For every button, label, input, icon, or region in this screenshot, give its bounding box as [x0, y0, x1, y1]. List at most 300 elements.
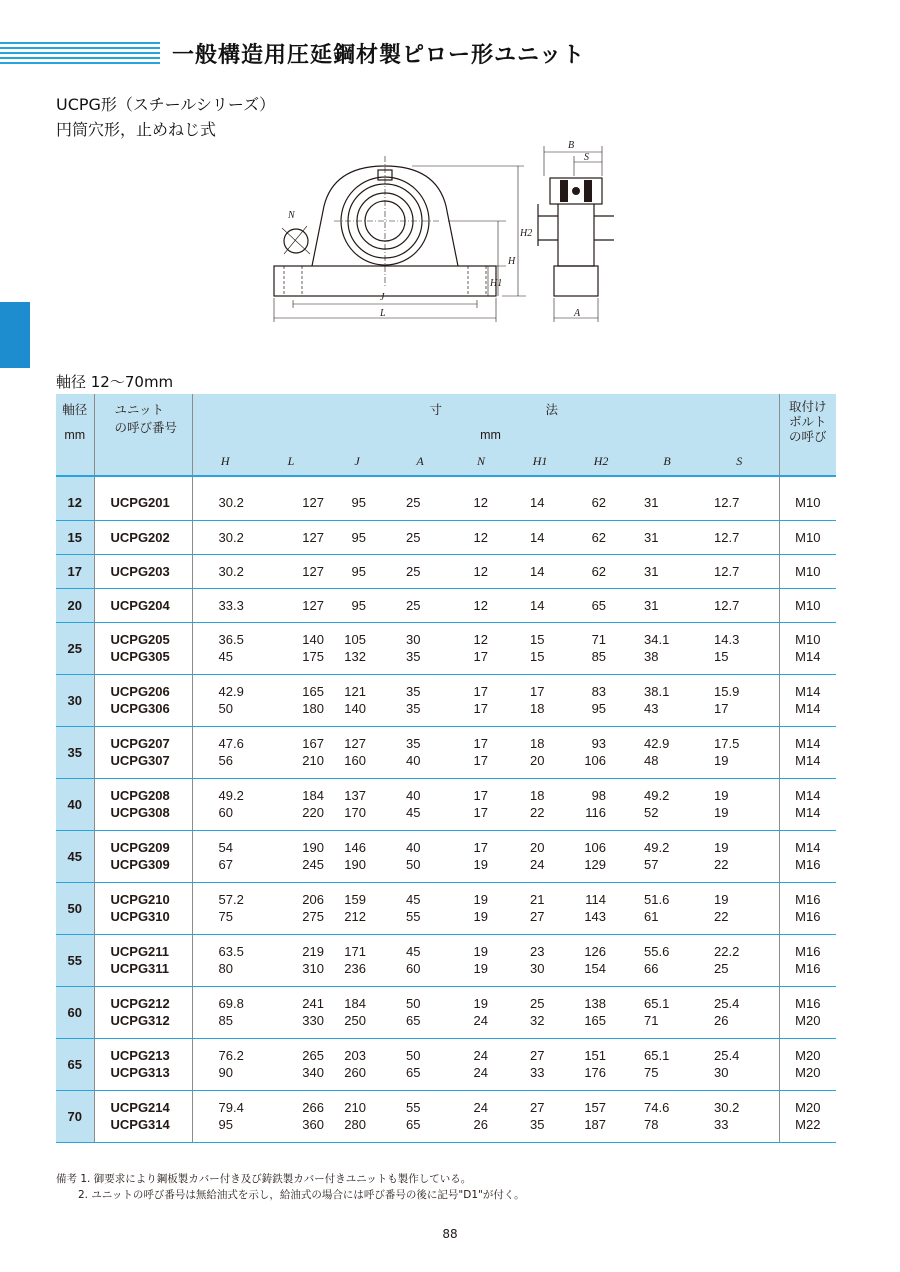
dimension-cell-a	[390, 726, 450, 778]
dimension-cell-h1	[512, 1090, 568, 1142]
dimension-cell-l	[258, 1090, 324, 1142]
dimension-cell-h	[192, 554, 258, 588]
dimension-cell-a	[390, 588, 450, 622]
table-row	[56, 1090, 836, 1142]
cell-line: 45	[406, 892, 421, 907]
cell-line: 19	[473, 996, 489, 1011]
dimension-cell-h2	[568, 1090, 634, 1142]
table-group	[56, 622, 836, 674]
dimension-cell-b	[634, 554, 700, 588]
cell-line: UCPG204	[110, 597, 170, 613]
cell-line: 45	[406, 944, 421, 959]
shaft-diameter-cell: 12	[56, 486, 94, 520]
cell-line: 184	[302, 788, 324, 803]
cell-line: 25	[714, 961, 729, 976]
dimension-cell-a	[390, 830, 450, 882]
cell-line: M14	[795, 840, 821, 855]
dimension-cell-b	[634, 986, 700, 1038]
cell-line: 18	[530, 788, 545, 803]
cell-line: 310	[302, 961, 324, 976]
cell-line: 25	[406, 563, 421, 579]
unit-number-cell	[94, 726, 192, 778]
dimension-cell-n	[450, 1090, 512, 1142]
header-sym-a: A	[390, 448, 450, 476]
cell-line: 212	[344, 909, 366, 924]
dimension-cell-b	[634, 934, 700, 986]
cell-line: 165	[302, 684, 324, 699]
dimension-cell-s	[700, 934, 779, 986]
cell-line: 105	[344, 632, 366, 647]
cell-line: 31	[644, 529, 659, 545]
dimension-cell-l	[258, 778, 324, 830]
unit-number-cell	[94, 520, 192, 554]
cell-line: 65.1	[644, 1048, 670, 1063]
cell-line: 12.7	[714, 563, 740, 579]
dimension-cell-b	[634, 778, 700, 830]
dimension-cell-h1	[512, 486, 568, 520]
cell-line: 280	[344, 1117, 366, 1132]
cell-line: M16	[795, 961, 821, 976]
cell-line: 210	[344, 1100, 366, 1115]
dimension-cell-n	[450, 830, 512, 882]
cell-line: 30.2	[218, 495, 244, 511]
cell-line: 27	[530, 909, 545, 924]
cell-line: 241	[302, 996, 324, 1011]
bolt-size-cell	[779, 674, 836, 726]
cell-line: M10	[795, 495, 821, 511]
cell-line: 245	[302, 857, 324, 872]
cell-line: 12.7	[714, 529, 740, 545]
dimension-cell-n	[450, 588, 512, 622]
cell-line: UCPG308	[110, 805, 170, 820]
cell-line: 127	[302, 597, 324, 613]
cell-line: 129	[584, 857, 607, 872]
cell-line: 38.1	[644, 684, 670, 699]
unit-number-cell	[94, 674, 192, 726]
bolt-size-cell	[779, 622, 836, 674]
dimension-cell-l	[258, 934, 324, 986]
cell-line: 71	[644, 1013, 659, 1028]
cell-line: 330	[302, 1013, 324, 1028]
bolt-size-cell	[779, 486, 836, 520]
dimension-cell-n	[450, 882, 512, 934]
cell-line: 51.6	[644, 892, 670, 907]
cell-line: 17	[473, 649, 489, 664]
dimension-cell-b	[634, 1090, 700, 1142]
note-2: 2. ユニットの呼び番号は無給油式を示し，給油式の場合には呼び番号の後に記号"D1"が付く。	[78, 1189, 525, 1201]
cell-line: 42.9	[218, 684, 244, 699]
dimension-cell-h	[192, 486, 258, 520]
cell-line: M20	[795, 1048, 821, 1063]
unit-number-cell	[94, 882, 192, 934]
cell-line: 12.7	[714, 597, 740, 613]
cell-line: 24	[473, 1048, 489, 1063]
cell-line: UCPG202	[110, 529, 170, 545]
dimension-cell-h2	[568, 1038, 634, 1090]
dimension-cell-h1	[512, 520, 568, 554]
cell-line: 167	[302, 736, 324, 751]
table-group	[56, 882, 836, 934]
dimension-cell-n	[450, 520, 512, 554]
cell-line: UCPG209	[110, 840, 170, 855]
bolt-size-cell	[779, 986, 836, 1038]
cell-line: M16	[795, 909, 821, 924]
cell-line: 33	[714, 1117, 729, 1132]
cell-line: 17	[530, 684, 545, 699]
cell-line: 33.3	[218, 597, 244, 613]
cell-line: 95	[591, 701, 607, 716]
cell-line: 12.7	[714, 495, 740, 511]
cell-line: 45	[218, 649, 233, 664]
table-group	[56, 778, 836, 830]
table-group	[56, 726, 836, 778]
unit-number-cell	[94, 778, 192, 830]
cell-line: 79.4	[218, 1100, 244, 1115]
dimension-cell-s	[700, 1090, 779, 1142]
dimension-cell-j	[324, 622, 390, 674]
cell-line: 151	[584, 1048, 607, 1063]
dimension-cell-a	[390, 778, 450, 830]
cell-line: UCPG203	[110, 563, 170, 579]
cell-line: 65.1	[644, 996, 670, 1011]
cell-line: 35	[406, 649, 421, 664]
cell-line: 19	[473, 909, 489, 924]
dimension-cell-l	[258, 554, 324, 588]
cell-line: 50	[406, 1048, 421, 1063]
dimension-cell-j	[324, 554, 390, 588]
shaft-diameter-cell: 55	[56, 934, 94, 986]
dimension-cell-j	[324, 726, 390, 778]
cell-line: 22.2	[714, 944, 740, 959]
cell-line: 30	[530, 961, 545, 976]
cell-line: 75	[218, 909, 233, 924]
dim-label-n: N	[288, 210, 295, 221]
cell-line: 12	[473, 529, 489, 545]
cell-line: 275	[302, 909, 324, 924]
cell-line: M10	[795, 597, 821, 613]
header-sym-b: B	[634, 448, 700, 476]
cell-line: 17	[473, 701, 489, 716]
cell-line: M16	[795, 944, 821, 959]
unit-number-cell	[94, 1090, 192, 1142]
dimension-cell-s	[700, 1038, 779, 1090]
shaft-diameter-cell: 20	[56, 588, 94, 622]
cell-line: 180	[302, 701, 324, 716]
cell-line: 127	[344, 736, 366, 751]
dimension-cell-l	[258, 830, 324, 882]
cell-line: 65	[591, 597, 607, 613]
dimension-cell-h	[192, 1038, 258, 1090]
dimension-cell-s	[700, 778, 779, 830]
cell-line: 159	[344, 892, 366, 907]
cell-line: 19	[714, 805, 729, 820]
cell-line: 266	[302, 1100, 324, 1115]
dimension-cell-h2	[568, 882, 634, 934]
cell-line: 31	[644, 495, 659, 511]
table-group	[56, 486, 836, 520]
cell-line: M10	[795, 529, 821, 545]
cell-line: 62	[591, 495, 607, 511]
shaft-diameter-cell: 50	[56, 882, 94, 934]
cell-line: 36.5	[218, 632, 244, 647]
table-group	[56, 520, 836, 554]
cell-line: 24	[473, 1100, 489, 1115]
cell-line: 25	[406, 597, 421, 613]
cell-line: 106	[584, 753, 607, 768]
cell-line: M20	[795, 1100, 821, 1115]
dimension-cell-s	[700, 588, 779, 622]
dimension-cell-a	[390, 486, 450, 520]
cell-line: M20	[795, 1013, 821, 1028]
table-row	[56, 778, 836, 830]
dimension-cell-a	[390, 1090, 450, 1142]
unit-number-cell	[94, 588, 192, 622]
cell-line: 31	[644, 563, 659, 579]
bolt-size-cell	[779, 778, 836, 830]
dimension-cell-h2	[568, 934, 634, 986]
cell-line: M16	[795, 996, 821, 1011]
dimension-cell-h2	[568, 778, 634, 830]
cell-line: 17	[473, 684, 489, 699]
cell-line: 47.6	[218, 736, 244, 751]
cell-line: 35	[406, 701, 421, 716]
bolt-size-cell	[779, 1038, 836, 1090]
dimension-cell-j	[324, 1038, 390, 1090]
series-subtitle: UCPG形（スチールシリーズ）	[56, 95, 276, 114]
cell-line: M14	[795, 649, 821, 664]
cell-line: 69.8	[218, 996, 244, 1011]
cell-line: UCPG305	[110, 649, 170, 664]
cell-line: 14	[530, 529, 545, 545]
cell-line: M14	[795, 736, 821, 751]
dimension-cell-a	[390, 986, 450, 1038]
dimension-cell-j	[324, 486, 390, 520]
bolt-size-cell	[779, 520, 836, 554]
cell-line: 22	[530, 805, 545, 820]
cell-line: 25	[530, 996, 545, 1011]
table-group	[56, 986, 836, 1038]
dimension-cell-b	[634, 830, 700, 882]
dim-label-h1: H1	[490, 278, 503, 289]
cell-line: 32	[530, 1013, 545, 1028]
cell-line: 127	[302, 529, 324, 545]
unit-number-cell	[94, 986, 192, 1038]
cell-line: 20	[530, 753, 545, 768]
cell-line: 40	[406, 753, 421, 768]
dimension-cell-h2	[568, 588, 634, 622]
cell-line: 114	[585, 892, 607, 907]
cell-line: 190	[302, 840, 324, 855]
dimension-cell-l	[258, 486, 324, 520]
dimension-cell-a	[390, 934, 450, 986]
dimension-cell-n	[450, 674, 512, 726]
cell-line: 12	[473, 597, 489, 613]
cell-line: 40	[406, 788, 421, 803]
cell-line: 62	[591, 529, 607, 545]
table-row	[56, 986, 836, 1038]
cell-line: 132	[344, 649, 366, 664]
cell-line: 40	[406, 840, 421, 855]
cell-line: UCPG314	[110, 1117, 170, 1132]
cell-line: 157	[584, 1100, 607, 1115]
note-1: 備考 1. 御要求により鋼板製カバー付き及び鋳鉄製カバー付きユニットも製作している。	[56, 1173, 472, 1185]
dimension-cell-j	[324, 986, 390, 1038]
cell-line: 265	[302, 1048, 324, 1063]
cell-line: 165	[584, 1013, 607, 1028]
dimension-cell-h2	[568, 830, 634, 882]
dimension-cell-h1	[512, 554, 568, 588]
cell-line: 14	[530, 597, 545, 613]
cell-line: 48	[644, 753, 659, 768]
cell-line: 80	[218, 961, 233, 976]
dimension-cell-h	[192, 830, 258, 882]
cell-line: 56	[218, 753, 233, 768]
header-bolt: 取付け ボルト の呼び	[779, 394, 836, 448]
cell-line: UCPG309	[110, 857, 170, 872]
cell-line: 17	[473, 753, 489, 768]
cell-line: 15	[530, 632, 545, 647]
dimension-cell-h1	[512, 882, 568, 934]
cell-line: 95	[351, 495, 366, 511]
cell-line: 95	[218, 1117, 233, 1132]
cell-line: 20	[530, 840, 545, 855]
dimension-cell-b	[634, 520, 700, 554]
cell-line: 187	[584, 1117, 607, 1132]
cell-line: 74.6	[644, 1100, 670, 1115]
table-row	[56, 882, 836, 934]
cell-line: 17	[473, 788, 489, 803]
header-sym-h: H	[192, 448, 258, 476]
table-row	[56, 520, 836, 554]
cell-line: 19	[714, 840, 729, 855]
unit-dimension-drawing	[262, 136, 622, 326]
dimension-cell-l	[258, 726, 324, 778]
cell-line: 24	[473, 1013, 489, 1028]
dimension-cell-s	[700, 554, 779, 588]
cell-line: 35	[406, 684, 421, 699]
cell-line: 219	[302, 944, 324, 959]
dimension-cell-j	[324, 588, 390, 622]
table-row	[56, 588, 836, 622]
cell-line: UCPG312	[110, 1013, 170, 1028]
table-row	[56, 726, 836, 778]
cell-line: UCPG211	[110, 944, 170, 959]
cell-line: 31	[644, 597, 659, 613]
cell-line: 260	[344, 1065, 366, 1080]
unit-number-cell	[94, 1038, 192, 1090]
dimension-cell-h2	[568, 520, 634, 554]
dimension-cell-b	[634, 622, 700, 674]
bolt-size-cell	[779, 588, 836, 622]
dimension-table	[56, 394, 836, 1143]
dim-label-s: S	[584, 152, 589, 163]
cell-line: 38	[644, 649, 659, 664]
cell-line: 25.4	[714, 996, 740, 1011]
dimension-cell-h	[192, 520, 258, 554]
cell-line: 175	[302, 649, 324, 664]
dimension-cell-b	[634, 588, 700, 622]
table-group	[56, 934, 836, 986]
cell-line: M14	[795, 753, 821, 768]
shaft-diameter-cell: 25	[56, 622, 94, 674]
cell-line: 170	[344, 805, 366, 820]
cell-line: 21	[530, 892, 545, 907]
shaft-diameter-cell: 40	[56, 778, 94, 830]
bolt-size-cell	[779, 934, 836, 986]
page-title: 一般構造用圧延鋼材製ピロー形ユニット	[172, 43, 586, 68]
dimension-cell-n	[450, 778, 512, 830]
dimension-cell-a	[390, 882, 450, 934]
notes	[56, 1171, 525, 1203]
shaft-diameter-cell: 17	[56, 554, 94, 588]
cell-line: 62	[591, 563, 607, 579]
cell-line: 45	[406, 805, 421, 820]
cell-line: UCPG213	[110, 1048, 170, 1063]
dimension-cell-b	[634, 726, 700, 778]
cell-line: 61	[644, 909, 659, 924]
dimension-cell-a	[390, 1038, 450, 1090]
cell-line: 19	[473, 944, 489, 959]
cell-line: 57	[644, 857, 659, 872]
cell-line: 190	[344, 857, 366, 872]
dimension-cell-s	[700, 622, 779, 674]
cell-line: 42.9	[644, 736, 670, 751]
cell-line: 14	[530, 563, 545, 579]
dimension-cell-l	[258, 882, 324, 934]
cell-line: 17	[714, 701, 729, 716]
cell-line: 49.2	[218, 788, 244, 803]
header-dim-1: 寸	[192, 394, 450, 422]
cell-line: UCPG205	[110, 632, 170, 647]
cell-line: UCPG201	[110, 495, 170, 511]
dimension-cell-j	[324, 778, 390, 830]
cell-line: 54	[218, 840, 233, 855]
cell-line: 19	[714, 753, 729, 768]
dimension-cell-s	[700, 674, 779, 726]
cell-line: 14.3	[714, 632, 740, 647]
dimension-cell-b	[634, 486, 700, 520]
cell-line: 22	[714, 909, 729, 924]
dimension-cell-n	[450, 554, 512, 588]
dimension-cell-n	[450, 934, 512, 986]
cell-line: UCPG206	[110, 684, 170, 699]
dim-label-h2: H2	[520, 228, 533, 239]
dimension-cell-h1	[512, 934, 568, 986]
dimension-cell-h2	[568, 674, 634, 726]
cell-line: 60	[218, 805, 233, 820]
dimension-cell-h1	[512, 778, 568, 830]
cell-line: 106	[584, 840, 607, 855]
cell-line: 30	[406, 632, 421, 647]
dimension-cell-s	[700, 830, 779, 882]
page-number: 88	[442, 1227, 458, 1241]
dimension-cell-h1	[512, 674, 568, 726]
cell-line: UCPG210	[110, 892, 170, 907]
cell-line: 206	[302, 892, 324, 907]
dimension-cell-b	[634, 674, 700, 726]
cell-line: UCPG214	[110, 1100, 170, 1115]
dimension-cell-h1	[512, 622, 568, 674]
cell-line: 50	[406, 857, 421, 872]
cell-line: 15.9	[714, 684, 740, 699]
dimension-table-container	[56, 394, 836, 1143]
cell-line: 65	[406, 1117, 421, 1132]
cell-line: 143	[584, 909, 607, 924]
dimension-cell-l	[258, 588, 324, 622]
dim-label-j: J	[380, 292, 385, 303]
cell-line: 18	[530, 736, 545, 751]
header-sym-j: J	[324, 448, 390, 476]
